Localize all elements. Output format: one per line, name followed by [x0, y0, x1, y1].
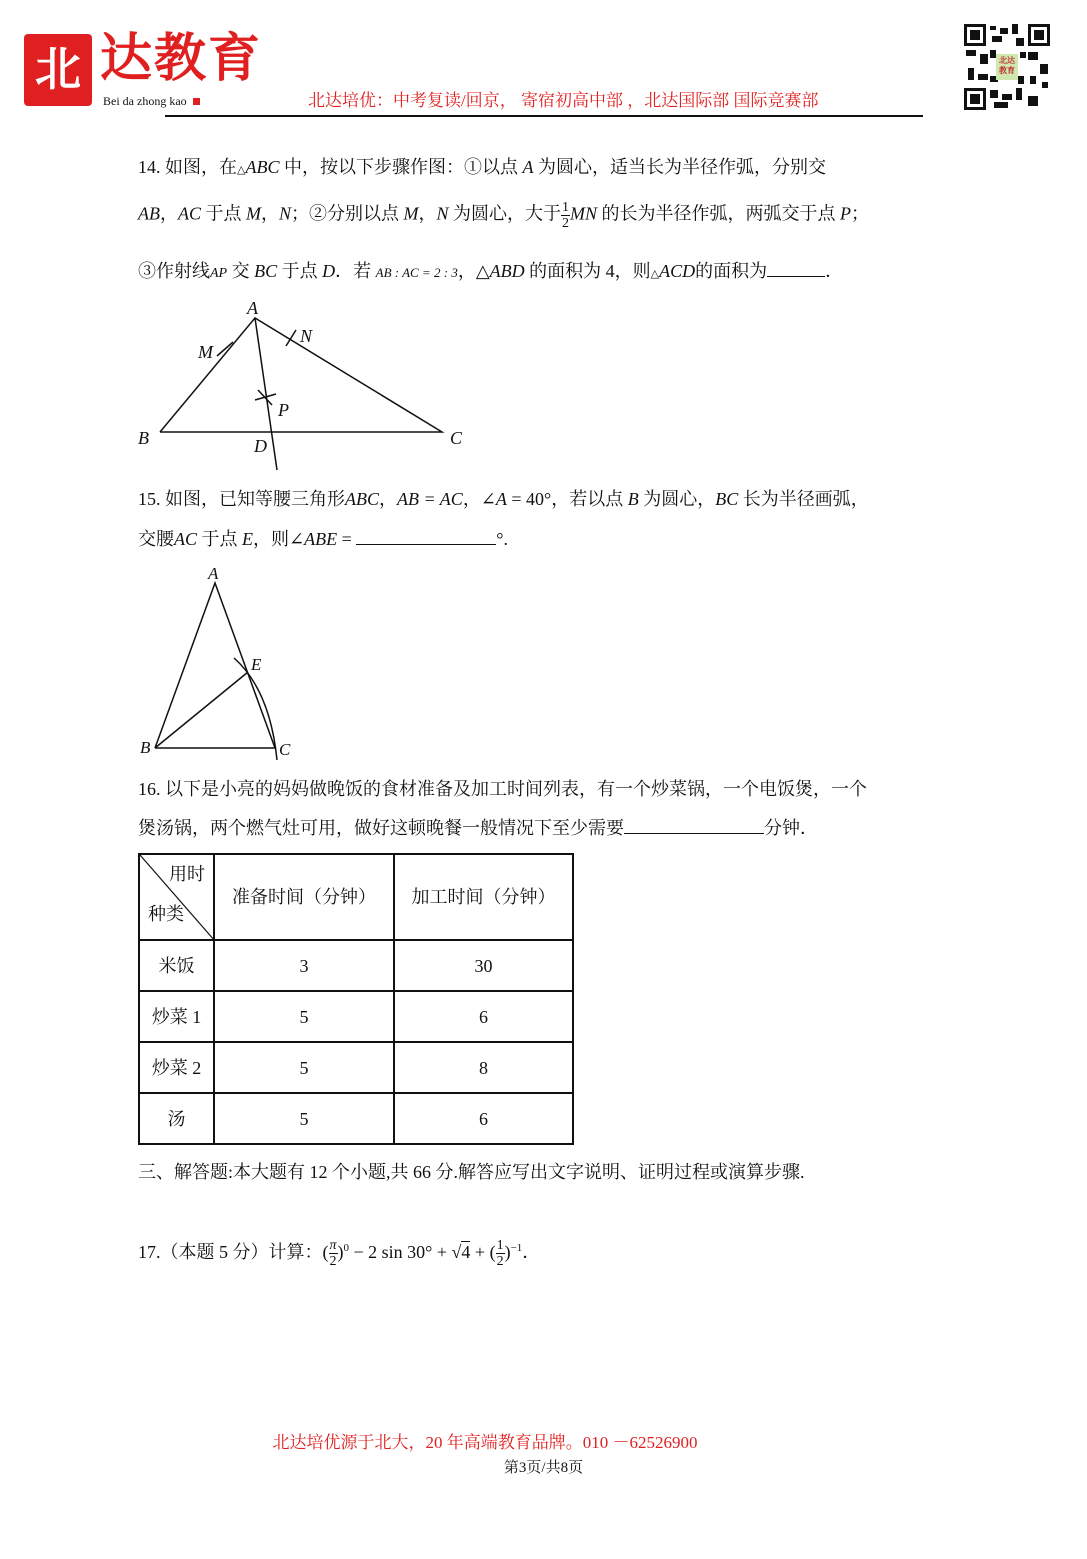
cell: 6 — [394, 1093, 573, 1144]
q14-line3 — [138, 259, 843, 286]
text: A — [495, 489, 507, 509]
text: ．若 — [335, 261, 376, 281]
text: P — [840, 203, 852, 224]
text: 17.（本题 5 分）计算： — [138, 1242, 323, 1262]
text: 煲汤锅，两个燃气灶可用，做好这顿晚餐一般情况下至少需要 — [138, 818, 624, 838]
cell: 5 — [214, 991, 394, 1042]
denominator: 2 — [562, 216, 570, 231]
q15-figure — [130, 560, 310, 770]
logo-sub-text: Bei da zhong kao — [103, 94, 187, 108]
text: AP — [210, 266, 228, 281]
text: N — [279, 203, 292, 224]
denominator: 2 — [496, 1254, 504, 1270]
column-header: 准备时间（分钟） — [214, 854, 394, 940]
text: AB — [138, 203, 160, 224]
text: 交 — [227, 261, 255, 281]
label-n: N — [300, 326, 313, 346]
logo-square-icon — [193, 98, 200, 105]
text: ， — [261, 203, 280, 224]
corner-cell — [139, 854, 214, 940]
label-b: B — [140, 738, 151, 757]
label-b: B — [138, 428, 149, 448]
label-c: C — [450, 428, 463, 448]
logo-subtitle — [103, 94, 200, 108]
corner-top-label: 用时 — [169, 864, 205, 884]
q14-line1 — [138, 155, 826, 182]
q16-line1: 16. 以下是小亮的妈妈做晚饭的食材准备及加工时间列表，有一个炒菜锅，一个电饭煲，一个 — [138, 779, 867, 799]
triangle-symbol: △ — [237, 164, 246, 176]
text: M — [246, 203, 262, 224]
cell: 汤 — [139, 1093, 214, 1144]
table-row — [139, 991, 573, 1042]
qr-center-label: 北达教育 — [999, 56, 1015, 75]
q15-line2 — [138, 527, 508, 551]
answer-blank — [356, 544, 496, 545]
text: 中，按以下步骤作图：①以点 — [279, 157, 523, 177]
text: 的面积为 4，则 — [524, 261, 651, 281]
text: ，∠ — [462, 489, 496, 509]
logo-text: 达教育 — [100, 31, 263, 88]
q14-line2 — [138, 200, 869, 231]
text: 分钟． — [764, 818, 818, 838]
label-a: A — [208, 564, 219, 583]
answer-blank — [624, 833, 764, 834]
text: ， — [418, 203, 437, 224]
text: + ( — [470, 1242, 496, 1262]
cell: 30 — [394, 940, 573, 991]
header-slogan: 北达培优：中考复读/回京， 寄宿初高中部 ，北达国际部 国际竞赛部 — [308, 91, 819, 110]
text: ABD — [489, 261, 525, 281]
time-table — [138, 853, 574, 1145]
numerator: π — [329, 1238, 337, 1254]
fraction — [561, 200, 570, 231]
text: 交腰 — [138, 529, 174, 549]
text: ，则∠ — [253, 529, 305, 549]
text: 于点 — [197, 529, 243, 549]
text: 14. 如图，在 — [138, 157, 237, 177]
fraction-pi-over-2 — [329, 1238, 338, 1269]
column-header: 加工时间（分钟） — [394, 854, 573, 940]
text: °. — [496, 529, 508, 549]
cell: 5 — [214, 1093, 394, 1144]
label-e: E — [251, 655, 262, 674]
text: ACD — [659, 261, 696, 281]
text: BC — [715, 489, 739, 509]
text: AC — [174, 529, 198, 549]
text: 长为半径画弧， — [738, 489, 869, 509]
text: ． — [522, 1242, 541, 1262]
text: 为圆心， — [638, 489, 716, 509]
text: 的长为半径作弧，两弧交于点 — [597, 203, 841, 224]
text: 于点 — [277, 261, 323, 281]
text: AC — [178, 203, 202, 224]
table-row — [139, 940, 573, 991]
corner-bottom-label: 种类 — [148, 904, 184, 924]
section-3-heading: 三、解答题:本大题有 12 个小题,共 66 分.解答应写出文字说明、证明过程或演算步骤. — [138, 1162, 805, 1182]
cell: 5 — [214, 1042, 394, 1093]
answer-blank — [767, 276, 825, 277]
numerator: 1 — [496, 1238, 504, 1254]
cell: 炒菜 2 — [139, 1042, 214, 1093]
label-d: D — [254, 436, 267, 456]
header-rule — [165, 115, 923, 117]
text: D — [322, 261, 336, 281]
text: ABE — [304, 529, 338, 549]
cell: 米饭 — [139, 940, 214, 991]
label-p: P — [278, 400, 289, 420]
text: B — [627, 489, 639, 509]
cell: 炒菜 1 — [139, 991, 214, 1042]
text: ； — [851, 203, 870, 224]
denominator: 2 — [329, 1254, 337, 1270]
logo-mark: 北 — [24, 34, 92, 106]
text: = 40°，若以点 — [506, 489, 628, 509]
text: ABC — [245, 157, 280, 177]
label-a: A — [247, 298, 258, 318]
text: MN — [570, 203, 598, 224]
q17-line: 17.（本题 5 分）计算：( $\frac{\pi}{2}$ )$^0$ − 2 sin 30° + √4 + ( $\frac{1}{2}$ )$^{-1}$． — [138, 1238, 541, 1270]
fraction-half — [496, 1238, 505, 1269]
text: A — [522, 157, 534, 177]
label-c: C — [279, 740, 291, 759]
exponent: −1 — [510, 1242, 523, 1254]
text: ， — [379, 489, 397, 509]
radicand: 4 — [461, 1242, 471, 1262]
text: M — [403, 203, 419, 224]
triangle-symbol: △ — [650, 268, 660, 280]
ratio: AB : AC = 2 : 3 — [375, 265, 458, 280]
text: 15. 如图，已知等腰三角形 — [138, 489, 345, 509]
text: 的面积为 — [695, 261, 768, 281]
sqrt-symbol: √ — [451, 1242, 462, 1262]
text: = — [337, 529, 357, 549]
text: E — [242, 529, 254, 549]
cell: 8 — [394, 1042, 573, 1093]
text: 于点 — [201, 203, 247, 224]
q14-figure — [130, 290, 480, 480]
text: AB = AC — [397, 489, 463, 509]
text: ，△ — [457, 261, 490, 281]
text: ABC — [345, 489, 379, 509]
cell: 6 — [394, 991, 573, 1042]
text: N — [436, 203, 449, 224]
label-m: M — [198, 342, 213, 362]
cell: 3 — [214, 940, 394, 991]
footer-slogan: 北达培优源于北大，20 年高端教育品牌。010 －62526900 — [272, 1433, 698, 1452]
text: ③作射线 — [138, 261, 210, 281]
q15-line1 — [138, 487, 869, 511]
text: ；②分别以点 — [291, 203, 404, 224]
table-header-row — [139, 854, 573, 940]
text: ， — [160, 203, 178, 224]
q16-line2 — [138, 816, 818, 840]
text: BC — [254, 261, 278, 281]
table-row — [139, 1093, 573, 1144]
page-number: 第3页/共8页 — [503, 1460, 584, 1476]
text: 为圆心，大于 — [448, 203, 562, 224]
numerator: 1 — [562, 200, 570, 215]
table-row — [139, 1042, 573, 1093]
text: ． — [825, 261, 844, 281]
text: 为圆心，适当长为半径作弧，分别交 — [533, 157, 826, 177]
exponent: 0 — [343, 1242, 350, 1254]
text: − 2 sin 30° + — [349, 1242, 452, 1262]
